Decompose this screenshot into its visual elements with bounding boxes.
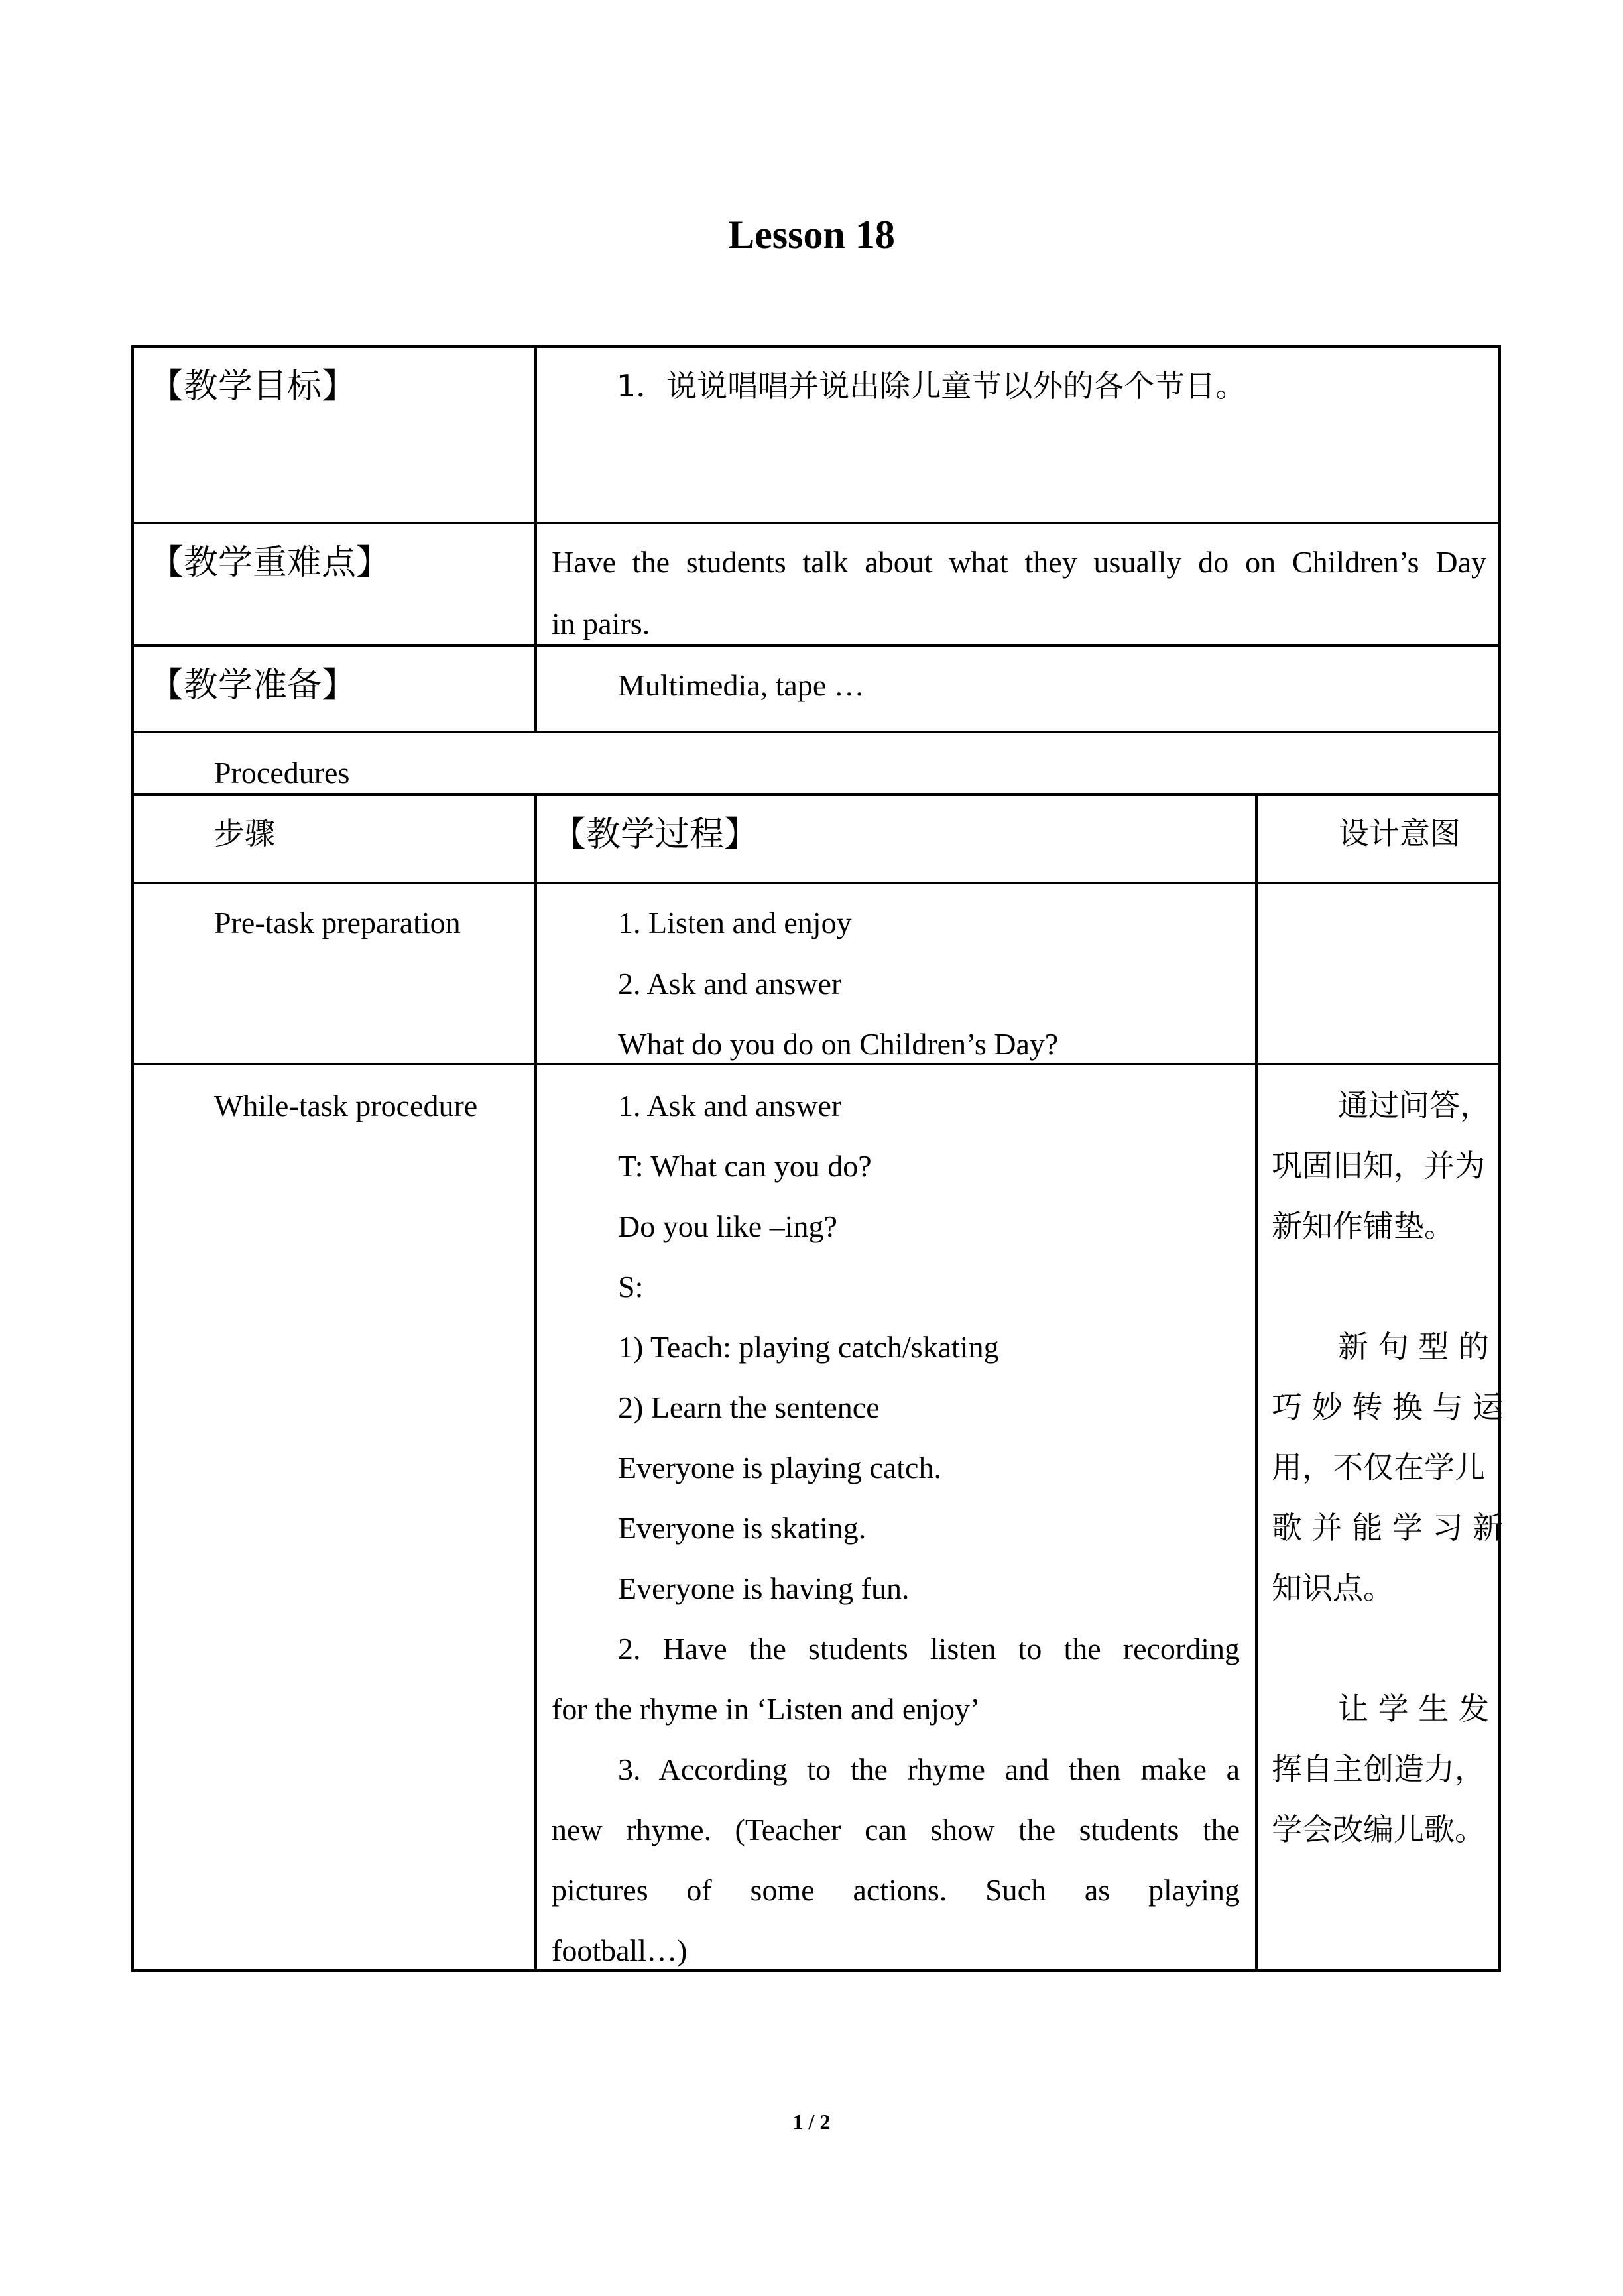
while-task-line: Everyone is playing catch. bbox=[618, 1451, 941, 1484]
while-task-line: Everyone is skating. bbox=[618, 1511, 867, 1545]
page-title: Lesson 18 bbox=[728, 213, 895, 257]
intent-header: 设计意图 bbox=[1339, 816, 1461, 851]
intent-line: 歌 并 能 学 习 新 bbox=[1272, 1510, 1504, 1545]
row-divider bbox=[131, 793, 1501, 796]
key-points-text-line2: in pairs. bbox=[552, 607, 650, 640]
process-header: 【教学过程】 bbox=[552, 815, 759, 855]
row-divider bbox=[131, 1063, 1501, 1065]
preparation-label: 【教学准备】 bbox=[149, 666, 357, 705]
intent-line: 巩固旧知，并为 bbox=[1272, 1148, 1485, 1183]
column-divider bbox=[534, 345, 537, 733]
while-task-line: Do you like –ing? bbox=[618, 1209, 837, 1243]
while-task-line: T: What can you do? bbox=[618, 1149, 872, 1183]
key-points-text-line1: Have the students talk about what they usually do on Children’s Day bbox=[552, 545, 1486, 579]
column-divider bbox=[1255, 793, 1258, 1972]
row-divider bbox=[131, 882, 1501, 884]
row-divider bbox=[131, 731, 1501, 733]
table-border-top bbox=[131, 345, 1501, 348]
column-divider bbox=[534, 793, 537, 1972]
pre-task-line: 1. Listen and enjoy bbox=[618, 906, 852, 939]
objectives-label: 【教学目标】 bbox=[149, 367, 357, 406]
intent-line: 用，不仅在学儿 bbox=[1272, 1449, 1485, 1485]
while-task-line: 2) Learn the sentence bbox=[618, 1390, 880, 1424]
table-border-right bbox=[1498, 345, 1501, 1972]
intent-line: 挥自主创造力， bbox=[1272, 1751, 1485, 1787]
intent-line: 新知作铺垫。 bbox=[1272, 1208, 1455, 1244]
while-task-line: 1) Teach: playing catch/skating bbox=[618, 1330, 999, 1364]
intent-line: 让 学 生 发 bbox=[1338, 1691, 1489, 1726]
key-points-label: 【教学重难点】 bbox=[149, 543, 391, 583]
while-task-line: S: bbox=[618, 1270, 644, 1303]
pre-task-line: 2. Ask and answer bbox=[618, 967, 842, 1000]
while-task-stage: While-task procedure bbox=[214, 1089, 478, 1122]
while-task-item3-line3: pictures of some actions. Such as playing bbox=[552, 1873, 1240, 1907]
intent-line: 通过问答， bbox=[1338, 1087, 1490, 1123]
objectives-text: 1．说说唱唱并说出除儿童节以外的各个节日。 bbox=[617, 368, 1246, 404]
while-task-line: 1. Ask and answer bbox=[618, 1089, 842, 1122]
row-divider bbox=[131, 644, 1501, 647]
pre-task-stage: Pre-task preparation bbox=[214, 906, 461, 939]
while-task-item3-line1: 3. According to the rhyme and then make a bbox=[618, 1752, 1240, 1786]
while-task-line: Everyone is having fun. bbox=[618, 1571, 910, 1605]
table-border-left bbox=[131, 345, 134, 1972]
preparation-text: Multimedia, tape … bbox=[618, 668, 865, 702]
steps-header: 步骤 bbox=[214, 816, 275, 851]
intent-line: 知识点。 bbox=[1272, 1570, 1394, 1606]
table-border-bottom bbox=[131, 1969, 1501, 1972]
pre-task-line: What do you do on Children’s Day? bbox=[618, 1027, 1059, 1061]
while-task-item3-line2: new rhyme. (Teacher can show the students the bbox=[552, 1813, 1240, 1846]
while-task-item2-line2: for the rhyme in ‘Listen and enjoy’ bbox=[552, 1692, 981, 1726]
procedures-label: Procedures bbox=[214, 756, 350, 790]
while-task-item3-line4: football…) bbox=[552, 1933, 688, 1967]
intent-line: 巧 妙 转 换 与 运 bbox=[1272, 1389, 1504, 1425]
while-task-item2-line1: 2. Have the students listen to the recording bbox=[618, 1632, 1240, 1665]
row-divider bbox=[131, 522, 1501, 524]
page-number: 1 / 2 bbox=[792, 2110, 831, 2134]
intent-line: 学会改编儿歌。 bbox=[1272, 1811, 1485, 1847]
intent-line: 新 句 型 的 bbox=[1338, 1329, 1489, 1364]
